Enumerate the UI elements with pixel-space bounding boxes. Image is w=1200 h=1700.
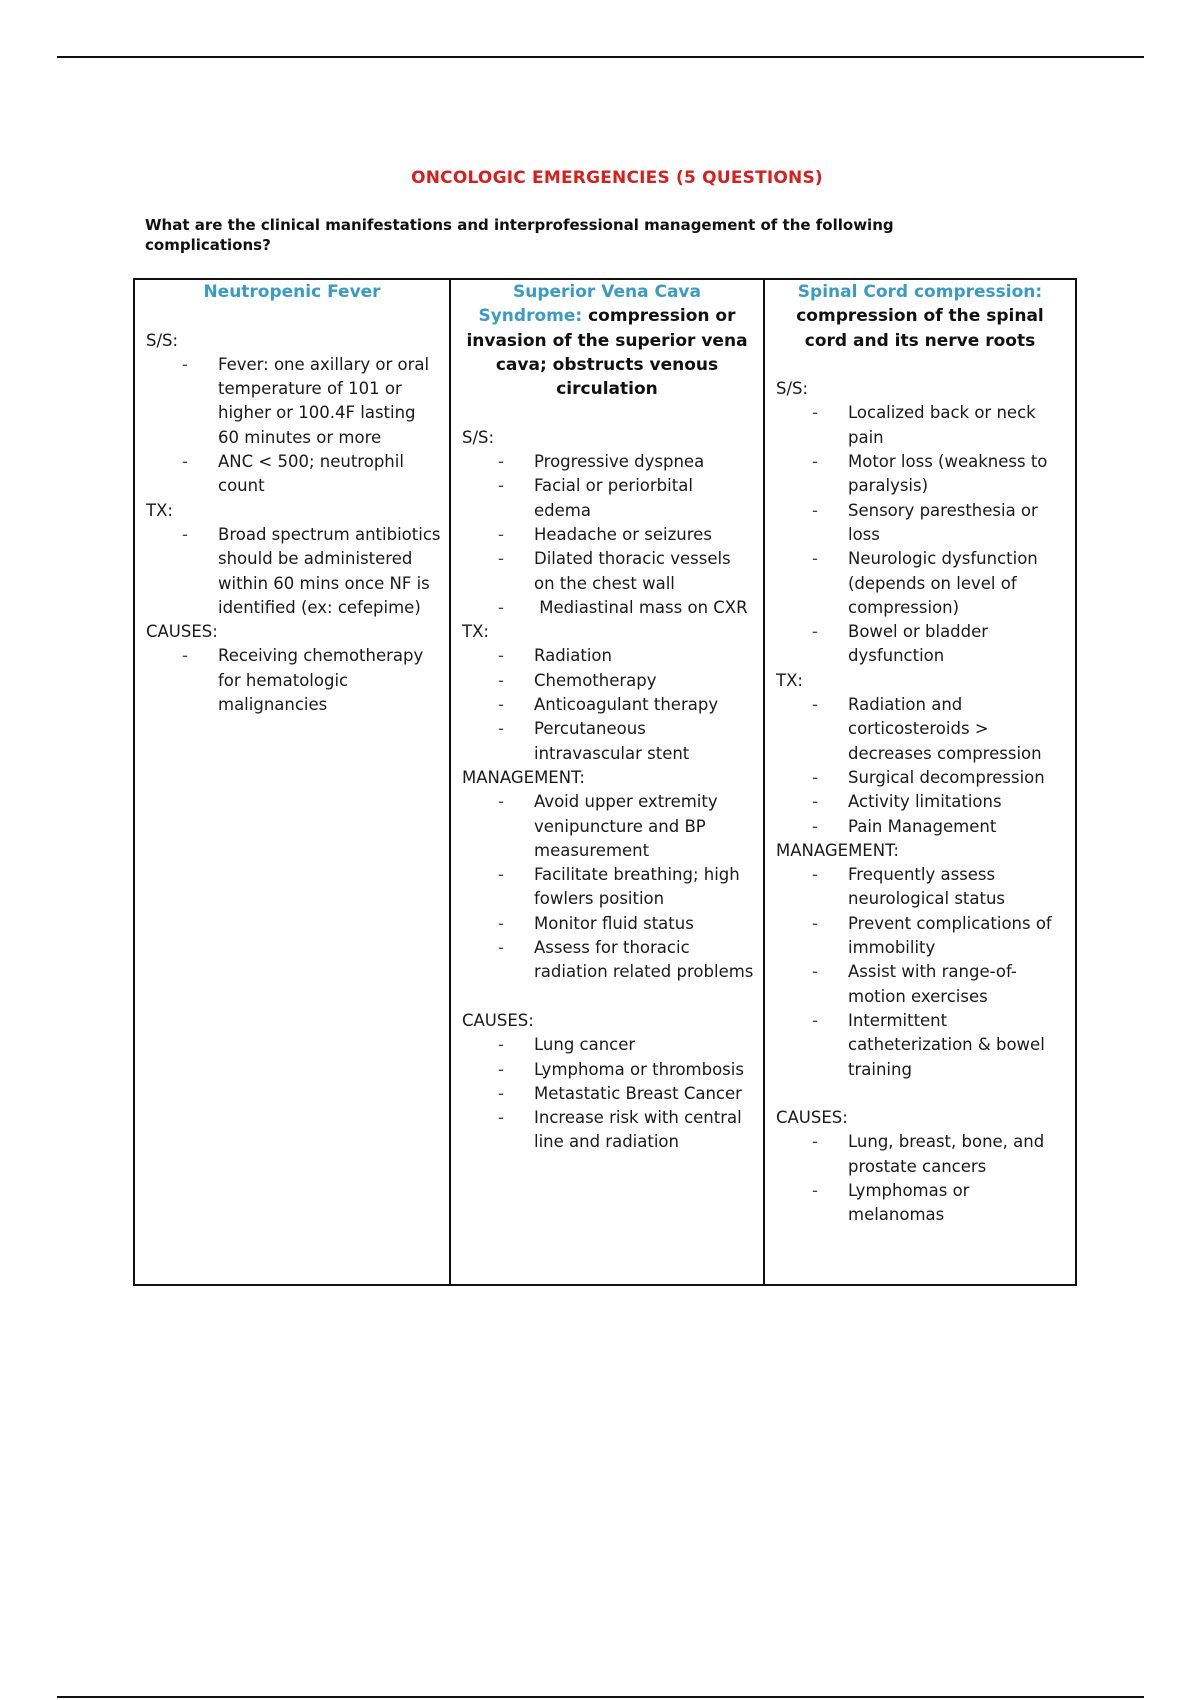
list-item: - Prevent complications of immobility (776, 912, 1075, 961)
column-neutropenic-fever (135, 280, 449, 1284)
ss-label: S/S: (146, 330, 179, 350)
heading-accent: Superior Vena Cava Syndrome: (478, 282, 701, 327)
list-item: - Fever: one axillary or oral temperature of 101 or higher or 100.4F lasting 60 minutes or more (146, 353, 449, 450)
heading-description: compression or invasion of the superior vena cava; obstructs venous circulation (466, 306, 748, 400)
list-item: - Motor loss (weakness to paralysis) (776, 450, 1075, 499)
list-item: - Percutaneous intravascular stent (462, 717, 763, 766)
causes-list (776, 1130, 1075, 1227)
list-item: - Radiation (462, 644, 763, 668)
tx-label: TX: (462, 622, 489, 642)
tx-list (776, 693, 1075, 839)
list-item: - Frequently assess neurological status (776, 863, 1075, 912)
spacer (146, 304, 449, 328)
emergencies-table (133, 278, 1077, 1286)
heading-accent: Neutropenic Fever (203, 282, 381, 302)
heading-accent: Spinal Cord compression: (797, 282, 1043, 302)
list-item: - Headache or seizures (462, 523, 763, 547)
list-item: - Increase risk with central line and radiation (462, 1106, 763, 1155)
list-item: - Assist with range-of-motion exercises (776, 960, 1075, 1009)
list-item: - Mediastinal mass on CXR (462, 596, 763, 620)
top-rule (57, 56, 1144, 58)
list-item: - Facial or periorbital edema (462, 474, 763, 523)
spacer (776, 353, 1075, 377)
list-item: - Bowel or bladder dysfunction (776, 620, 1075, 669)
list-item: - Sensory paresthesia or loss (776, 499, 1075, 548)
management-label: MANAGEMENT: (462, 767, 585, 787)
list-item: - Avoid upper extremity venipuncture and BP measurement (462, 790, 763, 863)
management-list (776, 863, 1075, 1082)
tx-list (462, 644, 763, 765)
list-item: - Surgical decompression (776, 766, 1075, 790)
column-heading (146, 280, 449, 304)
list-item: - ANC < 500; neutrophil count (146, 450, 449, 499)
list-item: - Localized back or neck pain (776, 401, 1075, 450)
causes-list (462, 1033, 763, 1154)
spacer (462, 401, 763, 425)
list-item: - Intermittent catheterization & bowel training (776, 1009, 1075, 1082)
ss-list (776, 401, 1075, 668)
list-item: - Anticoagulant therapy (462, 693, 763, 717)
list-item: - Broad spectrum antibiotics should be administered within 60 mins once NF is identified (ex: cefepime) (146, 523, 449, 620)
list-item: - Lymphomas or melanomas (776, 1179, 1075, 1228)
list-item: - Activity limitations (776, 790, 1075, 814)
bottom-rule (57, 1696, 1144, 1698)
spacer (776, 1082, 1075, 1106)
ss-list (462, 450, 763, 620)
list-item: - Lung cancer (462, 1033, 763, 1057)
column-heading (776, 280, 1075, 353)
spacer (462, 985, 763, 1009)
management-label: MANAGEMENT: (776, 840, 899, 860)
causes-label: CAUSES: (146, 622, 218, 642)
list-item: - Neurologic dysfunction (depends on level of compression) (776, 547, 1075, 620)
causes-list (146, 644, 449, 717)
column-heading (462, 280, 763, 401)
list-item: - Chemotherapy (462, 669, 763, 693)
question-text: What are the clinical manifestations and interprofessional management of the following complications? (145, 216, 894, 254)
ss-list (146, 353, 449, 499)
list-item: - Pain Management (776, 815, 1075, 839)
list-item: - Lymphoma or thrombosis (462, 1058, 763, 1082)
column-svc-syndrome (449, 280, 763, 1284)
list-item: - Assess for thoracic radiation related problems (462, 936, 763, 985)
column-spinal-cord-compression (763, 280, 1075, 1284)
list-item: - Dilated thoracic vessels on the chest wall (462, 547, 763, 596)
ss-label: S/S: (462, 427, 495, 447)
management-list (462, 790, 763, 984)
page-title: ONCOLOGIC EMERGENCIES (5 QUESTIONS) (411, 168, 823, 188)
causes-label: CAUSES: (462, 1010, 534, 1030)
causes-label: CAUSES: (776, 1108, 848, 1128)
heading-description: compression of the spinal cord and its nerve roots (796, 306, 1044, 351)
ss-label: S/S: (776, 379, 809, 399)
list-item: - Monitor fluid status (462, 912, 763, 936)
list-item: - Progressive dyspnea (462, 450, 763, 474)
list-item: - Radiation and corticosteroids > decreases compression (776, 693, 1075, 766)
list-item: - Facilitate breathing; high fowlers position (462, 863, 763, 912)
tx-label: TX: (146, 500, 173, 520)
list-item: - Lung, breast, bone, and prostate cancers (776, 1130, 1075, 1179)
list-item: - Metastatic Breast Cancer (462, 1082, 763, 1106)
tx-list (146, 523, 449, 620)
list-item: - Receiving chemotherapy for hematologic malignancies (146, 644, 449, 717)
tx-label: TX: (776, 670, 803, 690)
